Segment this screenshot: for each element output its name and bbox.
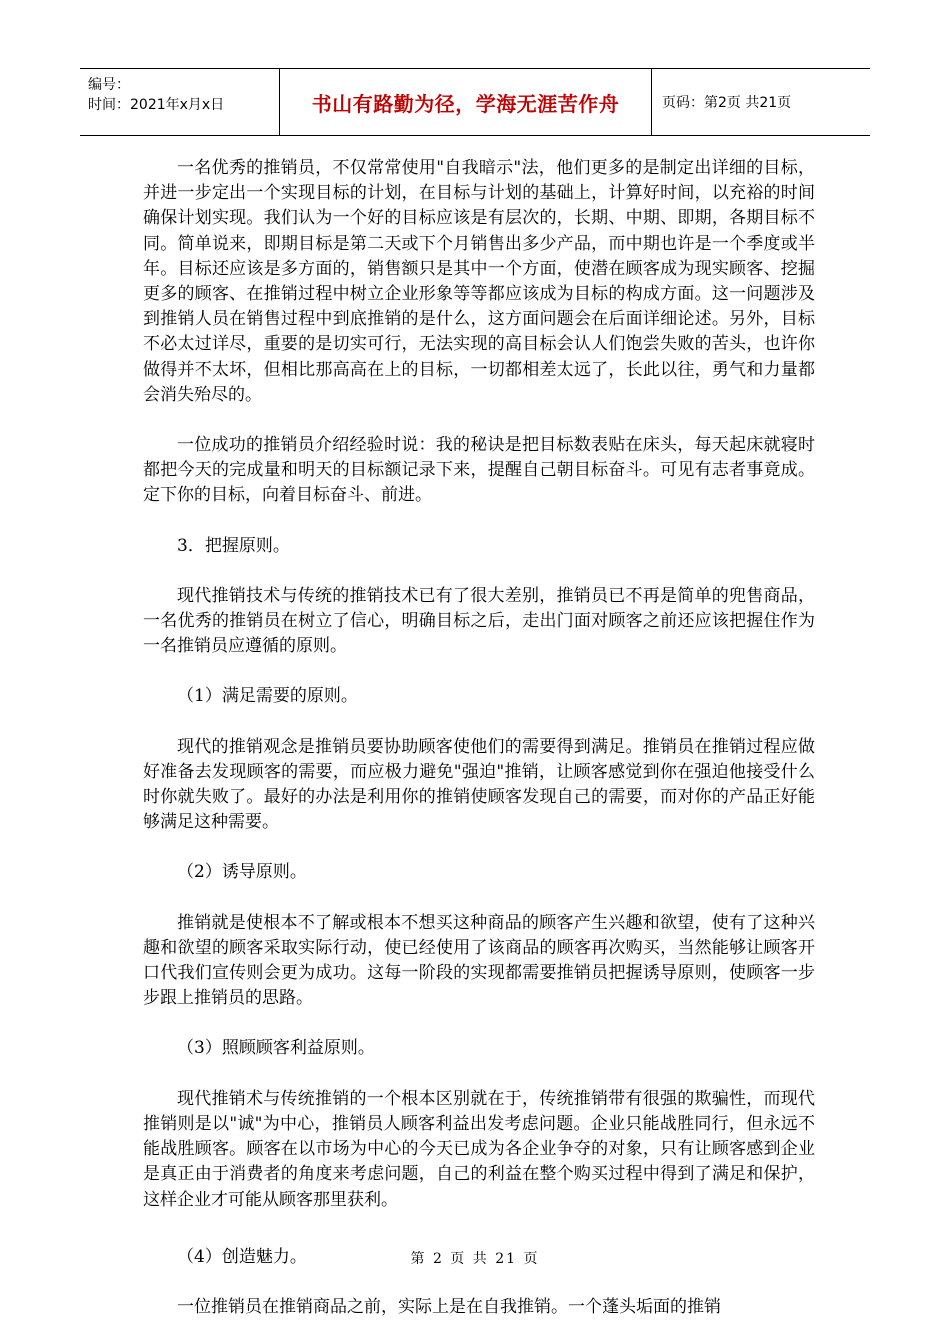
paragraph: 推销就是使根本不了解或根本不想买这种商品的顾客产生兴趣和欲望，使有了这种兴趣和欲望的顾客采取实际行动，使已经使用了该商品的顾客再次购买，当然能够让顾客开口代我们宣传则会更为成功。这每一阶段的实现都需要推销员把握诱导原则，使顾客一步步跟上推销员的思路。	[143, 912, 815, 1009]
subsection-heading: （3）照顾顾客利益原则。	[177, 1038, 375, 1059]
subsection-heading: （2）诱导原则。	[177, 862, 307, 883]
subsection-heading: （4）创造魅力。	[177, 1246, 307, 1267]
number-label: 编号：	[88, 77, 130, 93]
paragraph: 一位推销员在推销商品之前，实际上是在自我推销。一个蓬头垢面的推销	[177, 1296, 721, 1317]
paragraph: 一名优秀的推销员，不仅常常使用"自我暗示"法，他们更多的是制定出详细的目标，并进一步定出一个实现目标的计划，在目标与计划的基础上，计算好时间，以充裕的时间确保计划实现。我们认为一个好的目标应该是有层次的，长期、中期、即期，各期目标不同。简单说来，即期目标是第二天或下个月销售出多少产品，而中期也许是一个季度或半年。目标还应该是多方面的，销售额只是其中一个方面，使潜在顾客成为现实顾客、挖掘更多的顾客、在推销过程中树立企业形象等等都应该成为目标的构成方面。这一问题涉及到推销人员在销售过程中到底推销的是什么，这方面问题会在后面详细论述。另外，目标不必太过详尽，重要的是切实可行，无法实现的高目标会认人们饱尝失败的苦头，也许你做得并不太坏，但相比那高高在上的目标，一切都相差太远了，长此以往，勇气和力量都会消失殆尽的。	[143, 158, 815, 405]
date-label: 时间：2021年x月x日	[88, 97, 225, 113]
header-meta	[80, 69, 280, 135]
header-motto: 书山有路勤为径，学海无涯苦作舟	[280, 69, 652, 135]
paragraph: 现代的推销观念是推销员要协助顾客使他们的需要得到满足。推销员在推销过程应做好准备去发现顾客的需要，而应极力避免"强迫"推销，让顾客感觉到你在强迫他接受什么时你就失败了。最好的办法是利用你的推销使顾客发现自己的需要，而对你的产品正好能够满足这种需要。	[143, 736, 815, 833]
paragraph: 一位成功的推销员介绍经验时说：我的秘诀是把目标数表贴在床头，每天起床就寝时都把今天的完成量和明天的目标额记录下来，提醒自己朝目标奋斗。可见有志者事竟成。定下你的目标，向着目标奋斗、前进。	[143, 435, 815, 506]
document-body	[143, 156, 815, 1320]
page-footer: 第 2 页 共 21 页	[410, 1251, 540, 1267]
header-page-label: 页码：第2页 共21页	[662, 95, 792, 111]
section-heading: 3．把握原则。	[177, 535, 290, 556]
page-header	[80, 68, 870, 136]
subsection-heading: （1）满足需要的原则。	[177, 686, 358, 707]
paragraph: 现代推销术与传统推销的一个根本区别就在于，传统推销带有很强的欺骗性，而现代推销则是以"诚"为中心，推销员人顾客利益出发考虑问题。企业只能战胜同行，但永远不能战胜顾客。顾客在以市场为中心的今天已成为各企业争夺的对象，只有让顾客感到企业是真正由于消费者的角度来考虑问题，自己的利益在整个购买过程中得到了满足和保护，这样企业才可能从顾客那里获利。	[143, 1088, 815, 1210]
paragraph: 现代推销技术与传统的推销技术已有了很大差别，推销员已不再是简单的兜售商品，一名优秀的推销员在树立了信心，明确目标之后，走出门面对顾客之前还应该把握住作为一名推销员应遵循的原则。	[143, 585, 815, 657]
